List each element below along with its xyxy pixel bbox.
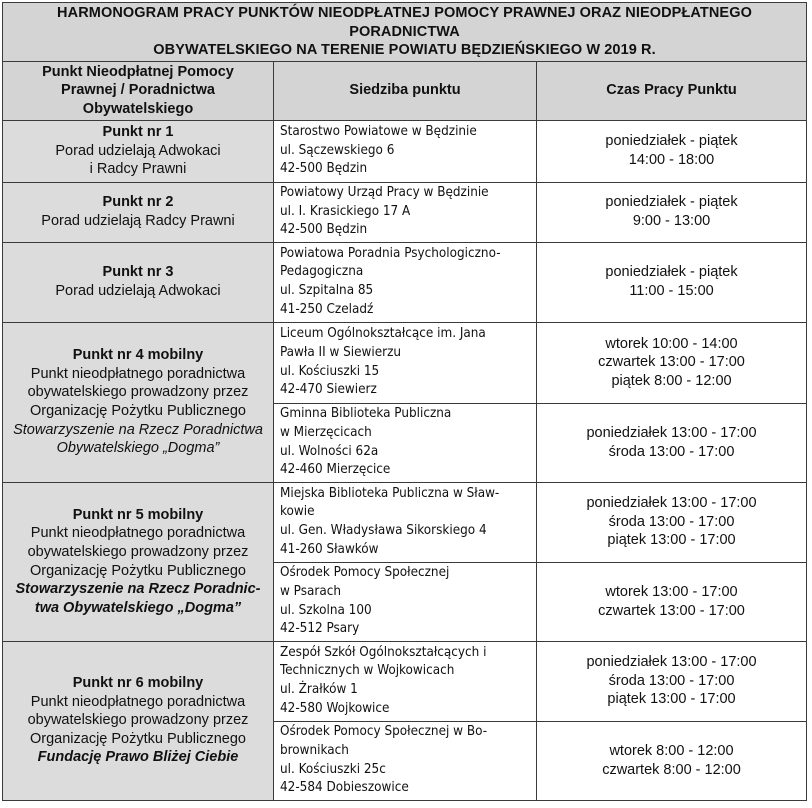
table-row xyxy=(3,182,807,242)
point-name: Punkt nr 1 xyxy=(102,124,174,141)
hours-cell xyxy=(537,242,807,322)
hours-line: 9:00 - 13:00 xyxy=(632,213,711,230)
seat-cell xyxy=(274,482,537,562)
seat-cell xyxy=(274,562,537,641)
address-line: Pedagogiczna xyxy=(280,264,364,280)
point-organization-line: Stowarzyszenie na Rzecz Poradnic- xyxy=(15,581,261,598)
header-point-line: Punkt Nieodpłatnej Pomocy xyxy=(42,63,234,80)
hours-line: 11:00 - 15:00 xyxy=(629,283,714,300)
address-line: ul. Sączewskiego 6 xyxy=(280,142,395,158)
point-description-line: obywatelskiego prowadzony przez xyxy=(27,712,249,729)
point-description-line: Porad udzielają Adwokaci xyxy=(55,283,221,300)
point-name: Punkt nr 5 mobilny xyxy=(72,506,204,523)
address-line: 42-580 Wojkowice xyxy=(280,700,390,716)
point-organization-line: Stowarzyszenie na Rzecz Poradnictwa xyxy=(13,421,263,438)
address-line: ul. Szkolna 100 xyxy=(280,602,372,618)
address-line: 42-460 Mierzęcice xyxy=(280,462,391,478)
hours-cell xyxy=(537,721,807,800)
point-name: Punkt nr 4 mobilny xyxy=(72,347,204,364)
hours-line: piątek 13:00 - 17:00 xyxy=(607,691,736,708)
header-point xyxy=(3,61,274,120)
address-line: Pawła II w Siewierzu xyxy=(280,344,402,360)
table-row xyxy=(3,482,807,562)
address-line: ul. I. Krasickiego 17 A xyxy=(280,203,411,219)
address-line: Starostwo Powiatowe w Będzinie xyxy=(280,124,477,140)
hours-cell xyxy=(537,120,807,182)
point-name: Punkt nr 3 xyxy=(102,264,174,281)
hours-line: poniedziałek 13:00 - 17:00 xyxy=(586,495,757,512)
point-description-line: obywatelskiego prowadzony przez xyxy=(27,384,249,401)
address-line: Zespół Szkół Ogólnokształcących i xyxy=(280,644,487,660)
point-description-line: Punkt nieodpłatnego poradnictwa xyxy=(30,525,246,542)
seat-cell xyxy=(274,120,537,182)
address-line: ul. Żrałków 1 xyxy=(280,682,358,698)
hours-line: środa 13:00 - 17:00 xyxy=(608,443,735,460)
address-line: ul. Wolności 62a xyxy=(280,443,379,459)
hours-line: poniedziałek 13:00 - 17:00 xyxy=(586,424,757,441)
point-description-line: Porad udzielają Radcy Prawni xyxy=(41,213,235,230)
point-name: Punkt nr 2 xyxy=(102,194,174,211)
point-name: Punkt nr 6 mobilny xyxy=(72,675,204,692)
schedule-table xyxy=(2,2,807,801)
hours-line: czwartek 13:00 - 17:00 xyxy=(598,354,745,371)
address-line: 42-500 Będzin xyxy=(280,161,368,177)
address-line: w Psarach xyxy=(280,583,341,599)
hours-line: poniedziałek - piątek xyxy=(605,264,738,281)
address-line: Gminna Biblioteka Publiczna xyxy=(280,406,452,422)
hours-line: czwartek 13:00 - 17:00 xyxy=(598,602,745,619)
address-line: Ośrodek Pomocy Społecznej w Bo- xyxy=(280,724,488,740)
point-cell xyxy=(3,120,274,182)
address-line: kowie xyxy=(280,504,315,520)
table-title xyxy=(3,3,807,62)
hours-line: środa 13:00 - 17:00 xyxy=(608,672,735,689)
address-line: ul. Gen. Władysława Sikorskiego 4 xyxy=(280,523,487,539)
hours-line: poniedziałek - piątek xyxy=(605,133,738,150)
address-line: brownikach xyxy=(280,742,349,758)
hours-cell xyxy=(537,182,807,242)
point-cell xyxy=(3,482,274,641)
seat-cell xyxy=(274,721,537,800)
header-point-line: Obywatelskiego xyxy=(82,100,194,117)
table-row xyxy=(3,641,807,721)
table-row xyxy=(3,120,807,182)
header-point-line: Prawnej / Poradnictwa xyxy=(61,82,215,99)
hours-line: 14:00 - 18:00 xyxy=(628,152,715,169)
address-line: 42-500 Będzin xyxy=(280,222,368,238)
hours-line: środa 13:00 - 17:00 xyxy=(608,513,735,530)
hours-line: poniedziałek 13:00 - 17:00 xyxy=(586,654,757,671)
address-line: w Mierzęcicach xyxy=(280,424,372,440)
hours-line: wtorek 8:00 - 12:00 xyxy=(609,742,734,759)
hours-cell xyxy=(537,403,807,482)
header-seat: Siedziba punktu xyxy=(274,61,537,120)
point-cell xyxy=(3,641,274,800)
header-hours: Czas Pracy Punktu xyxy=(537,61,807,120)
address-line: Powiatowy Urząd Pracy w Będzinie xyxy=(280,185,489,201)
table-row xyxy=(3,242,807,322)
address-line: ul. Szpitalna 85 xyxy=(280,283,374,299)
address-line: Ośrodek Pomocy Społecznej xyxy=(280,565,450,581)
seat-cell xyxy=(274,403,537,482)
address-line: 42-584 Dobieszowice xyxy=(280,780,409,796)
title-line: HARMONOGRAM PRACY PUNKTÓW NIEODPŁATNEJ POMOCY PRAWNEJ ORAZ NIEODPŁATNEGO PORADNICTWA xyxy=(57,5,752,40)
point-description-line: Organizację Pożytku Publicznego xyxy=(29,562,246,579)
hours-line: wtorek 13:00 - 17:00 xyxy=(605,583,738,600)
header-row xyxy=(3,61,807,120)
seat-cell xyxy=(274,182,537,242)
point-organization-line: Obywatelskiego „Dogma” xyxy=(56,440,220,457)
title-row xyxy=(3,3,807,62)
address-line: ul. Kościuszki 15 xyxy=(280,363,380,379)
hours-cell xyxy=(537,322,807,403)
point-description-line: Organizację Pożytku Publicznego xyxy=(29,730,246,747)
hours-line: piątek 13:00 - 17:00 xyxy=(607,532,736,549)
point-cell xyxy=(3,322,274,482)
seat-cell xyxy=(274,322,537,403)
hours-line: czwartek 8:00 - 12:00 xyxy=(602,761,741,778)
address-line: 42-512 Psary xyxy=(280,621,360,637)
hours-line: wtorek 10:00 - 14:00 xyxy=(605,335,738,352)
point-description-line: Porad udzielają Adwokaci xyxy=(55,142,221,159)
point-description-line: Punkt nieodpłatnego poradnictwa xyxy=(30,693,246,710)
point-organization-line: Fundację Prawo Bliżej Ciebie xyxy=(37,749,239,766)
address-line: 41-250 Czeladź xyxy=(280,301,374,317)
point-description-line: i Radcy Prawni xyxy=(89,161,187,178)
address-line: Liceum Ogólnokształcące im. Jana xyxy=(280,326,486,342)
point-description-line: obywatelskiego prowadzony przez xyxy=(27,543,249,560)
hours-cell xyxy=(537,641,807,721)
address-line: Technicznych w Wojkowicach xyxy=(280,663,455,679)
seat-cell xyxy=(274,242,537,322)
point-organization-line: twa Obywatelskiego „Dogma” xyxy=(34,599,242,616)
seat-cell xyxy=(274,641,537,721)
hours-cell xyxy=(537,482,807,562)
address-line: 42-470 Siewierz xyxy=(280,382,377,398)
hours-line: piątek 8:00 - 12:00 xyxy=(611,372,732,389)
address-line: 41-260 Sławków xyxy=(280,541,379,557)
hours-cell xyxy=(537,562,807,641)
address-line: ul. Kościuszki 25c xyxy=(280,761,386,777)
table-row xyxy=(3,322,807,403)
point-description-line: Organizację Pożytku Publicznego xyxy=(29,403,246,420)
hours-line: poniedziałek - piątek xyxy=(605,194,738,211)
point-cell xyxy=(3,182,274,242)
point-description-line: Punkt nieodpłatnego poradnictwa xyxy=(30,365,246,382)
address-line: Miejska Biblioteka Publiczna w Sław- xyxy=(280,485,500,501)
address-line: Powiatowa Poradnia Psychologiczno- xyxy=(280,245,501,261)
point-cell xyxy=(3,242,274,322)
title-line: OBYWATELSKIEGO NA TERENIE POWIATU BĘDZIEŃSKIEGO W 2019 R. xyxy=(153,42,656,59)
